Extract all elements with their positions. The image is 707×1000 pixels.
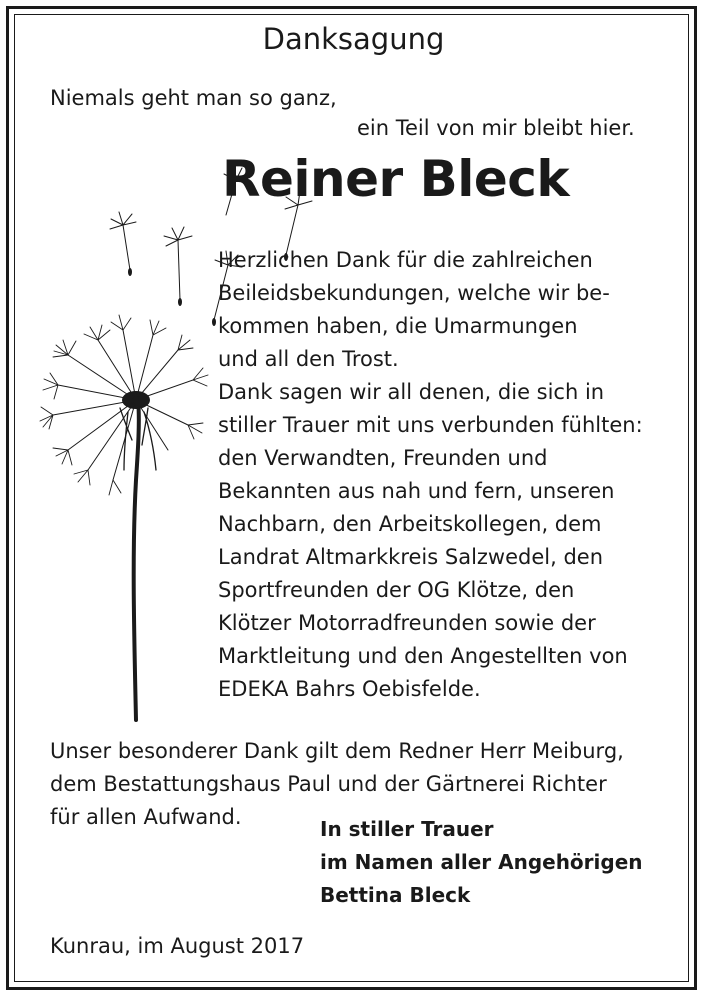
body-line: Herzlichen Dank für die zahlreichen: [218, 248, 593, 272]
body-line: EDEKA Bahrs Oebisfelde.: [218, 677, 481, 701]
intro-line-1: Niemals geht man so ganz,: [50, 86, 337, 110]
signature-block: [320, 813, 643, 912]
thanks-line: dem Bestattungshaus Paul und der Gärtnerei Richter: [50, 772, 607, 796]
body-line: den Verwandten, Freunden und: [218, 446, 548, 470]
intro-line-2: ein Teil von mir bleibt hier.: [357, 116, 635, 140]
body-line: und all den Trost.: [218, 347, 399, 371]
body-line: stiller Trauer mit uns verbunden fühlten:: [218, 413, 643, 437]
body-line: Nachbarn, den Arbeitskollegen, dem: [218, 512, 602, 536]
body-line: Sportfreunden der OG Klötze, den: [218, 578, 575, 602]
body-line: Marktleitung und den Angestellten von: [218, 644, 628, 668]
signature-line: im Namen aller Angehörigen: [320, 850, 643, 874]
place-date: Kunrau, im August 2017: [50, 934, 305, 958]
signature-line: Bettina Bleck: [320, 883, 471, 907]
body-line: kommen haben, die Umarmungen: [218, 314, 578, 338]
thanks-line: für allen Aufwand.: [50, 805, 242, 829]
deceased-name: Reiner Bleck: [222, 150, 570, 208]
body-line: Klötzer Motorradfreunden sowie der: [218, 611, 596, 635]
body-line: Landrat Altmarkkreis Salzwedel, den: [218, 545, 604, 569]
body-text: [218, 244, 643, 706]
thanks-line: Unser besonderer Dank gilt dem Redner Herr Meiburg,: [50, 739, 624, 763]
heading: Danksagung: [262, 22, 445, 56]
body-line: Dank sagen wir all denen, die sich in: [218, 380, 605, 404]
body-line: Bekannten aus nah und fern, unseren: [218, 479, 615, 503]
body-line: Beileidsbekundungen, welche wir be-: [218, 281, 610, 305]
signature-line: In stiller Trauer: [320, 817, 494, 841]
